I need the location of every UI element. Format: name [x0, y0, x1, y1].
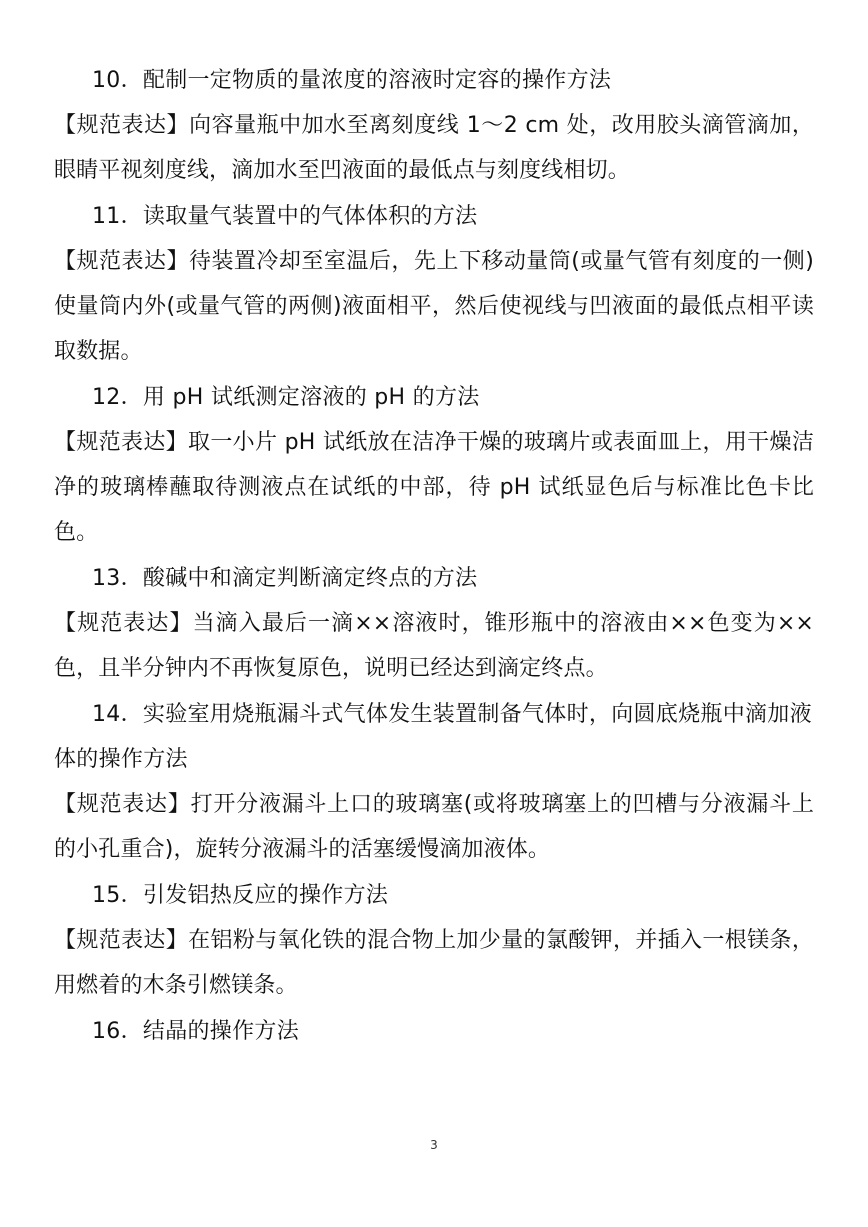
label-standard-expression: 【规范表达】 — [54, 430, 189, 455]
section-12 — [54, 375, 814, 555]
section-text: 待装置冷却至室温后，先上下移动量筒(或量气管有刻度的一侧)使量筒内外(或量气管的两侧)液面相平，然后使视线与凹液面的最低点相平读取数据。 — [54, 249, 814, 364]
label-standard-expression: 【规范表达】 — [54, 792, 191, 817]
label-standard-expression: 【规范表达】 — [54, 928, 189, 953]
label-standard-expression: 【规范表达】 — [54, 113, 190, 138]
section-heading: 14．实验室用烧瓶漏斗式气体发生装置制备气体时，向圆底烧瓶中滴加液体的操作方法 — [54, 702, 812, 772]
section-text: 取一小片 pH 试纸放在洁净干燥的玻璃片或表面皿上，用干燥洁净的玻璃棒蘸取待测液点在试纸的中部，待 pH 试纸显色后与标准比色卡比色。 — [54, 430, 814, 545]
section-heading: 15．引发铝热反应的操作方法 — [92, 883, 389, 908]
section-body — [54, 601, 814, 691]
section-body — [54, 918, 814, 1008]
section-text: 打开分液漏斗上口的玻璃塞(或将玻璃塞上的凹槽与分液漏斗上的小孔重合)，旋转分液漏斗的活塞缓慢滴加液体。 — [54, 792, 814, 862]
section-heading: 12．用 pH 试纸测定溶液的 pH 的方法 — [92, 385, 480, 410]
section-text: 在铝粉与氧化铁的混合物上加少量的氯酸钾，并插入一根镁条，用燃着的木条引燃镁条。 — [54, 928, 814, 998]
section-body — [54, 239, 814, 374]
document-content — [54, 58, 814, 1054]
section-heading: 13．酸碱中和滴定判断滴定终点的方法 — [92, 566, 478, 591]
section-heading: 16．结晶的操作方法 — [92, 1019, 299, 1044]
section-heading: 11．读取量气装置中的气体体积的方法 — [92, 204, 478, 229]
section-body — [54, 103, 814, 193]
section-text: 当滴入最后一滴××溶液时，锥形瓶中的溶液由××色变为××色，且半分钟内不再恢复原色，说明已经达到滴定终点。 — [54, 611, 814, 681]
section-10 — [54, 58, 814, 193]
section-body — [54, 420, 814, 555]
label-standard-expression: 【规范表达】 — [54, 611, 193, 636]
section-text: 向容量瓶中加水至离刻度线 1～2 cm 处，改用胶头滴管滴加，眼睛平视刻度线，滴加水至凹液面的最低点与刻度线相切。 — [54, 113, 814, 183]
section-15 — [54, 873, 814, 1008]
section-11 — [54, 194, 814, 374]
section-body — [54, 782, 814, 872]
section-16 — [54, 1009, 814, 1054]
label-standard-expression: 【规范表达】 — [54, 249, 189, 274]
section-14 — [54, 692, 814, 872]
page-number: 3 — [430, 1138, 438, 1152]
section-heading: 10．配制一定物质的量浓度的溶液时定容的操作方法 — [92, 68, 612, 93]
section-13 — [54, 556, 814, 691]
